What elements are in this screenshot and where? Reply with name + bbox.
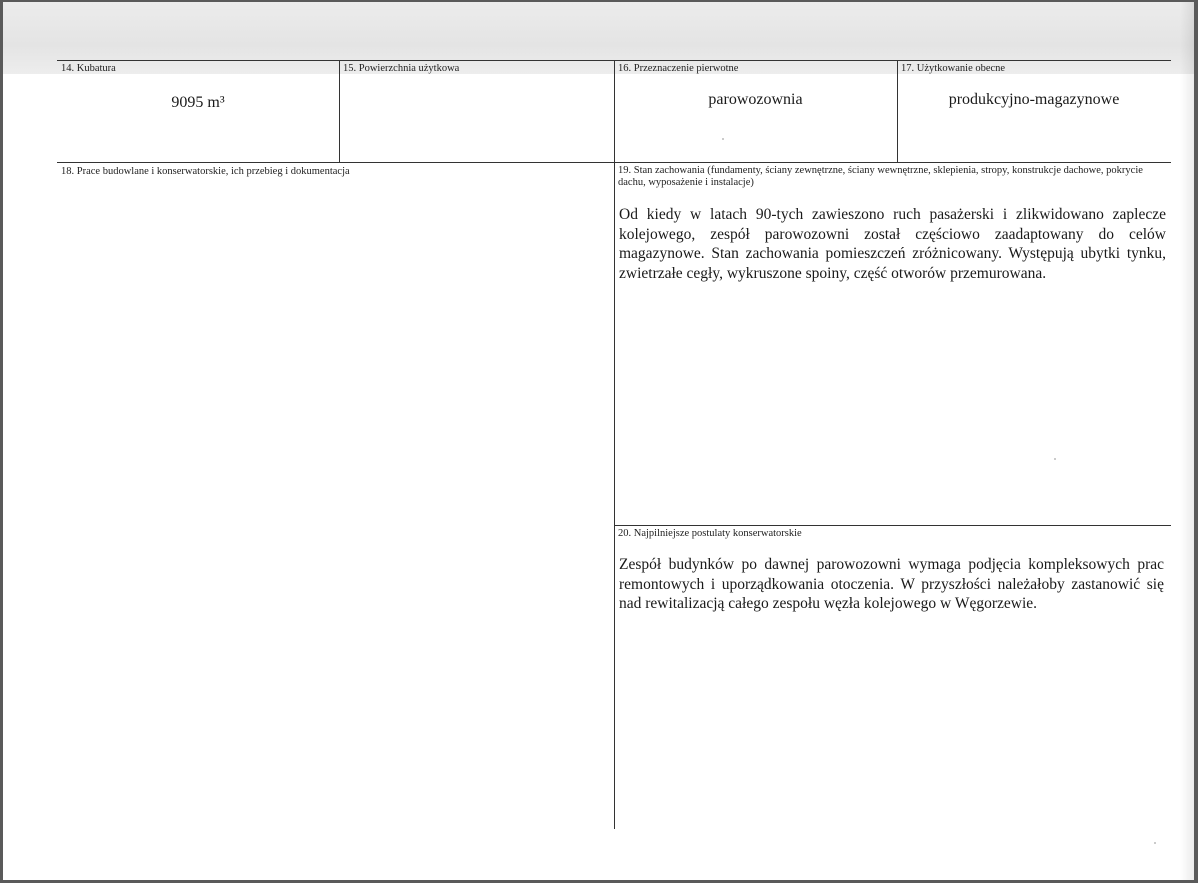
field-17-label: 17. Użytkowanie obecne — [901, 63, 1006, 74]
form-sheet — [3, 2, 1194, 880]
field-16-value: parowozownia — [708, 91, 803, 108]
divider-main — [614, 60, 615, 829]
scan-edge-shadow — [1180, 2, 1194, 880]
field-14-value: 9095 m³ — [171, 94, 225, 111]
field-16-label: 16. Przeznaczenie pierwotne — [618, 63, 739, 74]
field-14-label: 14. Kubatura — [61, 63, 116, 74]
scan-speck — [722, 138, 724, 140]
scan-speck — [1154, 842, 1156, 844]
field20-top-rule — [614, 525, 1171, 526]
divider-16-17 — [897, 60, 898, 162]
scan-shadow — [3, 2, 1194, 74]
scan-speck — [1054, 458, 1056, 460]
field-19-text: Od kiedy w latach 90-tych zawieszono ruch pasażerski i zlikwidowano zaplecze kolejowego, zespół parowozowni został częściowo zaadaptowany do celów magazynowe. Stan zachowania pomieszczeń zróżnicowany. Występują ubytki tynku, zwietrzałe cegły, wykruszone spoiny, część otworów przemurowana. — [619, 206, 1166, 282]
field-17-value: produkcyjno-magazynowe — [948, 91, 1120, 108]
field-20-text: Zespół budynków po dawnej parowozowni wymaga podjęcia kompleksowych prac remontowych i uporządkowania otoczenia. W przyszłości należałoby zastanowić się nad rewitalizacją całego zespołu węzła kolejowego w Węgorzewie. — [619, 556, 1164, 612]
field-15-label: 15. Powierzchnia użytkowa — [343, 63, 460, 74]
field-19-label: 19. Stan zachowania (fundamenty, ściany zewnętrzne, ściany wewnętrzne, sklepienia, stropy, konstrukcje dachowe, pokrycie dachu, wyposażenie i instalacje) — [618, 165, 1143, 188]
field-20-label: 20. Najpilniejsze postulaty konserwatorskie — [618, 528, 802, 539]
divider-14-15 — [339, 60, 340, 162]
field-18-label: 18. Prace budowlane i konserwatorskie, ich przebieg i dokumentacja — [61, 166, 350, 177]
